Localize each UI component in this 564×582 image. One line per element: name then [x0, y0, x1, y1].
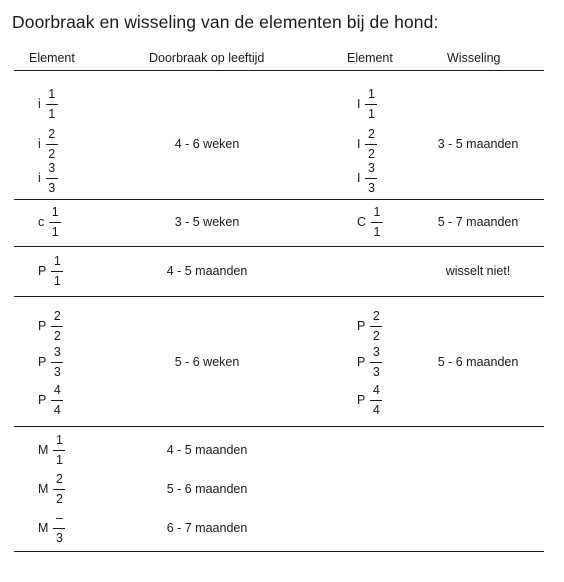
fraction-bottom: 2 [368, 146, 375, 161]
fraction-bottom: 3 [48, 180, 56, 195]
tooth-letter: C [357, 215, 367, 229]
tooth-letter: P [357, 319, 366, 333]
fraction-top: 1 [373, 204, 381, 219]
tooth-letter: I [357, 137, 361, 151]
tooth-element-left [38, 154, 59, 202]
fraction-bottom: 2 [48, 146, 56, 161]
fraction-top: 2 [53, 308, 61, 323]
fraction-top: 1 [368, 86, 375, 101]
group-divider [14, 296, 544, 297]
header-element-right: Element [347, 51, 393, 65]
tooth-letter: P [38, 355, 47, 369]
doorbraak-cell: 5 - 6 weken [174, 355, 240, 369]
fraction-bottom: 4 [372, 402, 380, 417]
wisseling-cell: 3 - 5 maanden [437, 137, 519, 151]
doorbraak-cell: 3 - 5 weken [174, 215, 240, 229]
fraction-top: 3 [53, 344, 61, 359]
fraction-top: 4 [372, 382, 380, 397]
fraction-bottom: 1 [368, 106, 375, 121]
tooth-letter: I [357, 97, 361, 111]
wisseling-cell: 5 - 6 maanden [437, 355, 519, 369]
tooth-letter: M [38, 443, 49, 457]
group-divider [14, 551, 544, 552]
tooth-element-right [357, 154, 378, 202]
tooth-fraction [364, 85, 378, 124]
tooth-letter: P [357, 355, 366, 369]
tooth-letter: i [38, 171, 41, 185]
tooth-fraction [50, 252, 64, 291]
tooth-letter: M [38, 482, 49, 496]
fraction-bottom: 1 [51, 224, 59, 239]
tooth-element-right [357, 376, 383, 424]
fraction-bottom: 3 [55, 530, 63, 545]
tooth-element-right [357, 198, 384, 246]
group-divider [14, 426, 544, 427]
tooth-fraction [52, 509, 66, 548]
page-title: Doorbraak en wisseling van de elementen bij de hond: [12, 12, 439, 32]
fraction-top: 1 [53, 253, 61, 268]
doorbraak-cell: 4 - 5 maanden [166, 264, 248, 278]
header-doorbraak: Doorbraak op leeftijd [149, 51, 265, 65]
fraction-top: 1 [55, 432, 63, 447]
tooth-letter: c [38, 215, 45, 229]
fraction-bottom: 2 [55, 491, 63, 506]
fraction-bottom: 3 [368, 180, 375, 195]
fraction-top: 2 [48, 126, 56, 141]
fraction-top: 1 [51, 204, 59, 219]
tooth-fraction [52, 470, 66, 509]
tooth-element-left [38, 247, 64, 295]
tooth-element-left [38, 198, 62, 246]
header-element-left: Element [29, 51, 75, 65]
fraction-bottom: 2 [372, 328, 380, 343]
tooth-fraction [45, 159, 59, 198]
fraction-top: – [55, 510, 63, 525]
tooth-fraction [52, 431, 66, 470]
tooth-fraction [50, 381, 64, 420]
fraction-top: 1 [48, 86, 56, 101]
fraction-top: 2 [55, 471, 63, 486]
fraction-top: 2 [372, 308, 380, 323]
tooth-fraction [45, 85, 59, 124]
tooth-letter: P [38, 264, 47, 278]
fraction-bottom: 3 [53, 364, 61, 379]
fraction-top: 4 [53, 382, 61, 397]
fraction-bottom: 1 [53, 273, 61, 288]
fraction-bottom: 1 [373, 224, 381, 239]
tooth-letter: P [38, 319, 47, 333]
fraction-bottom: 2 [53, 328, 61, 343]
wisseling-cell: 5 - 7 maanden [437, 215, 519, 229]
tooth-fraction [370, 203, 384, 242]
tooth-letter: M [38, 521, 49, 535]
doorbraak-cell: 4 - 5 maanden [166, 443, 248, 457]
tooth-letter: i [38, 97, 41, 111]
tooth-element-left [38, 376, 64, 424]
tooth-letter: I [357, 171, 361, 185]
tooth-fraction [364, 159, 378, 198]
header-rule [14, 70, 544, 71]
fraction-bottom: 1 [48, 106, 56, 121]
wisseling-cell: wisselt niet! [445, 264, 511, 278]
tooth-letter: P [38, 393, 47, 407]
group-divider [14, 246, 544, 247]
fraction-top: 3 [48, 160, 56, 175]
fraction-bottom: 3 [372, 364, 380, 379]
fraction-top: 2 [368, 126, 375, 141]
header-wisseling: Wisseling [447, 51, 501, 65]
doorbraak-cell: 6 - 7 maanden [166, 521, 248, 535]
fraction-bottom: 1 [55, 452, 63, 467]
fraction-top: 3 [368, 160, 375, 175]
tooth-fraction [369, 381, 383, 420]
tooth-letter: i [38, 137, 41, 151]
group-divider [14, 199, 544, 200]
doorbraak-cell: 4 - 6 weken [174, 137, 240, 151]
fraction-top: 3 [372, 344, 380, 359]
tooth-letter: P [357, 393, 366, 407]
tooth-element-left [38, 504, 66, 552]
fraction-bottom: 4 [53, 402, 61, 417]
tooth-fraction [48, 203, 62, 242]
doorbraak-cell: 5 - 6 maanden [166, 482, 248, 496]
